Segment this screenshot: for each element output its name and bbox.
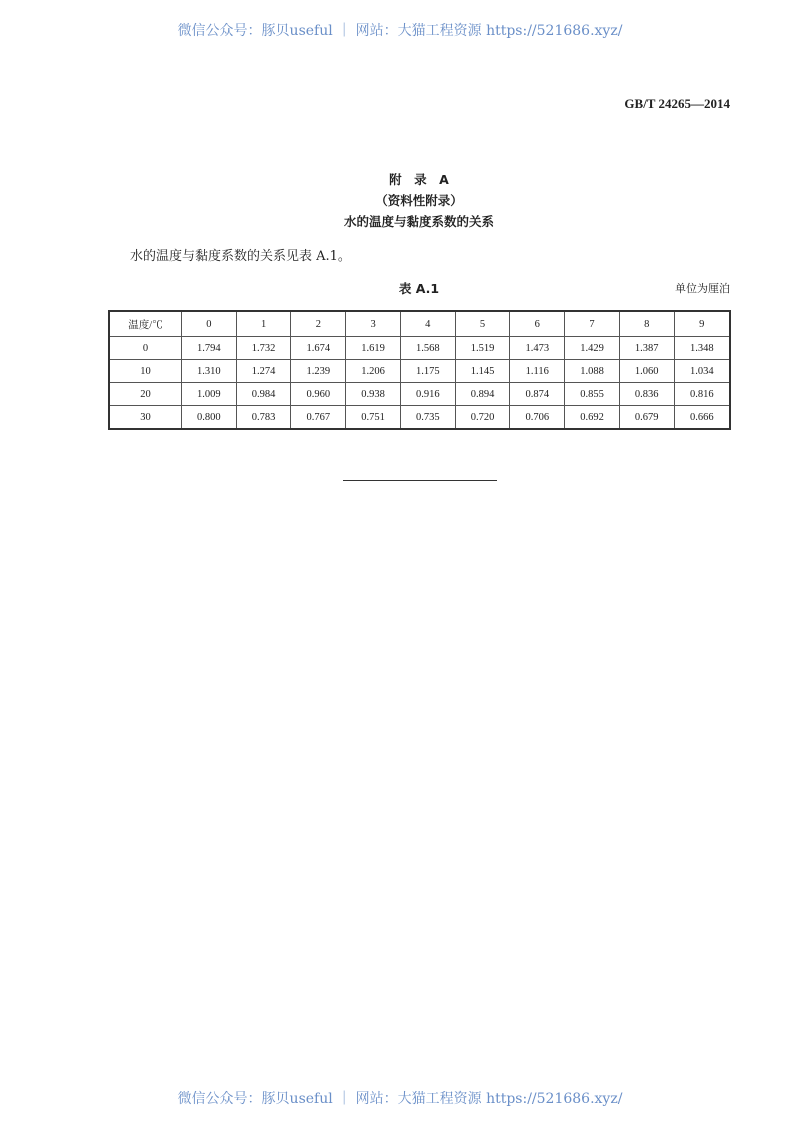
table-cell: 1.473: [510, 337, 565, 360]
header-cell: 1: [236, 311, 291, 337]
table-cell: 0.751: [346, 406, 401, 430]
table-header-row: [109, 311, 730, 337]
table-caption: 表 A.1: [398, 281, 440, 296]
table-cell: 10: [109, 360, 182, 383]
table-row: [109, 383, 730, 406]
table-cell: 0.800: [182, 406, 237, 430]
standard-code: GB/T 24265—2014: [624, 96, 730, 111]
table-cell: 1.206: [346, 360, 401, 383]
table-cell: 0.960: [291, 383, 346, 406]
table-cell: 1.348: [674, 337, 730, 360]
watermark-bottom: 微信公众号：豚贝useful ｜ 网站：大猫工程资源 https://521686.xyz/: [177, 1091, 623, 1107]
table-cell: 0.720: [455, 406, 510, 430]
table-cell: 1.732: [236, 337, 291, 360]
header-cell: 7: [565, 311, 620, 337]
table-cell: 1.239: [291, 360, 346, 383]
header-cell: 4: [400, 311, 455, 337]
table-cell: 0.666: [674, 406, 730, 430]
table-cell: 0.938: [346, 383, 401, 406]
table-cell: 1.088: [565, 360, 620, 383]
table-row: [109, 360, 730, 383]
header-cell: 0: [182, 311, 237, 337]
table-cell: 1.145: [455, 360, 510, 383]
table-cell: 1.034: [674, 360, 730, 383]
table-cell: 1.310: [182, 360, 237, 383]
header-cell: 2: [291, 311, 346, 337]
table-cell: 1.009: [182, 383, 237, 406]
table-cell: 1.060: [619, 360, 674, 383]
table-cell: 1.116: [510, 360, 565, 383]
intro-text: 水的温度与黏度系数的关系见表 A.1。: [130, 249, 351, 264]
table-cell: 0.894: [455, 383, 510, 406]
table-cell: 0: [109, 337, 182, 360]
table-cell: 1.619: [346, 337, 401, 360]
header-cell: 8: [619, 311, 674, 337]
table-cell: 1.175: [400, 360, 455, 383]
table-cell: 0.735: [400, 406, 455, 430]
table-cell: 1.274: [236, 360, 291, 383]
table-cell: 0.874: [510, 383, 565, 406]
appendix-subtitle: （资料性附录）: [375, 193, 463, 208]
table-cell: 0.984: [236, 383, 291, 406]
header-cell: 3: [346, 311, 401, 337]
table-cell: 0.916: [400, 383, 455, 406]
table-cell: 1.387: [619, 337, 674, 360]
header-cell: 9: [674, 311, 730, 337]
header-cell: 温度/℃: [109, 311, 182, 337]
table-cell: 0.783: [236, 406, 291, 430]
table-cell: 1.794: [182, 337, 237, 360]
table-row: [109, 406, 730, 430]
header-cell: 5: [455, 311, 510, 337]
table-cell: 30: [109, 406, 182, 430]
table-cell: 0.692: [565, 406, 620, 430]
table-cell: 20: [109, 383, 182, 406]
appendix-title: 附 录 A: [389, 172, 449, 187]
table-cell: 0.855: [565, 383, 620, 406]
table-unit: 单位为厘泊: [675, 282, 730, 295]
table-cell: 0.836: [619, 383, 674, 406]
table-cell: 1.568: [400, 337, 455, 360]
viscosity-table: [108, 310, 731, 430]
appendix-heading: 水的温度与黏度系数的关系: [343, 214, 494, 229]
table-cell: 0.706: [510, 406, 565, 430]
watermark-top: 微信公众号：豚贝useful ｜ 网站：大猫工程资源 https://521686.xyz/: [177, 23, 623, 39]
table-cell: 0.816: [674, 383, 730, 406]
header-cell: 6: [510, 311, 565, 337]
table-row: [109, 337, 730, 360]
table-cell: 0.679: [619, 406, 674, 430]
table-cell: 0.767: [291, 406, 346, 430]
table-cell: 1.519: [455, 337, 510, 360]
table-cell: 1.674: [291, 337, 346, 360]
table-cell: 1.429: [565, 337, 620, 360]
end-rule: [343, 480, 497, 481]
